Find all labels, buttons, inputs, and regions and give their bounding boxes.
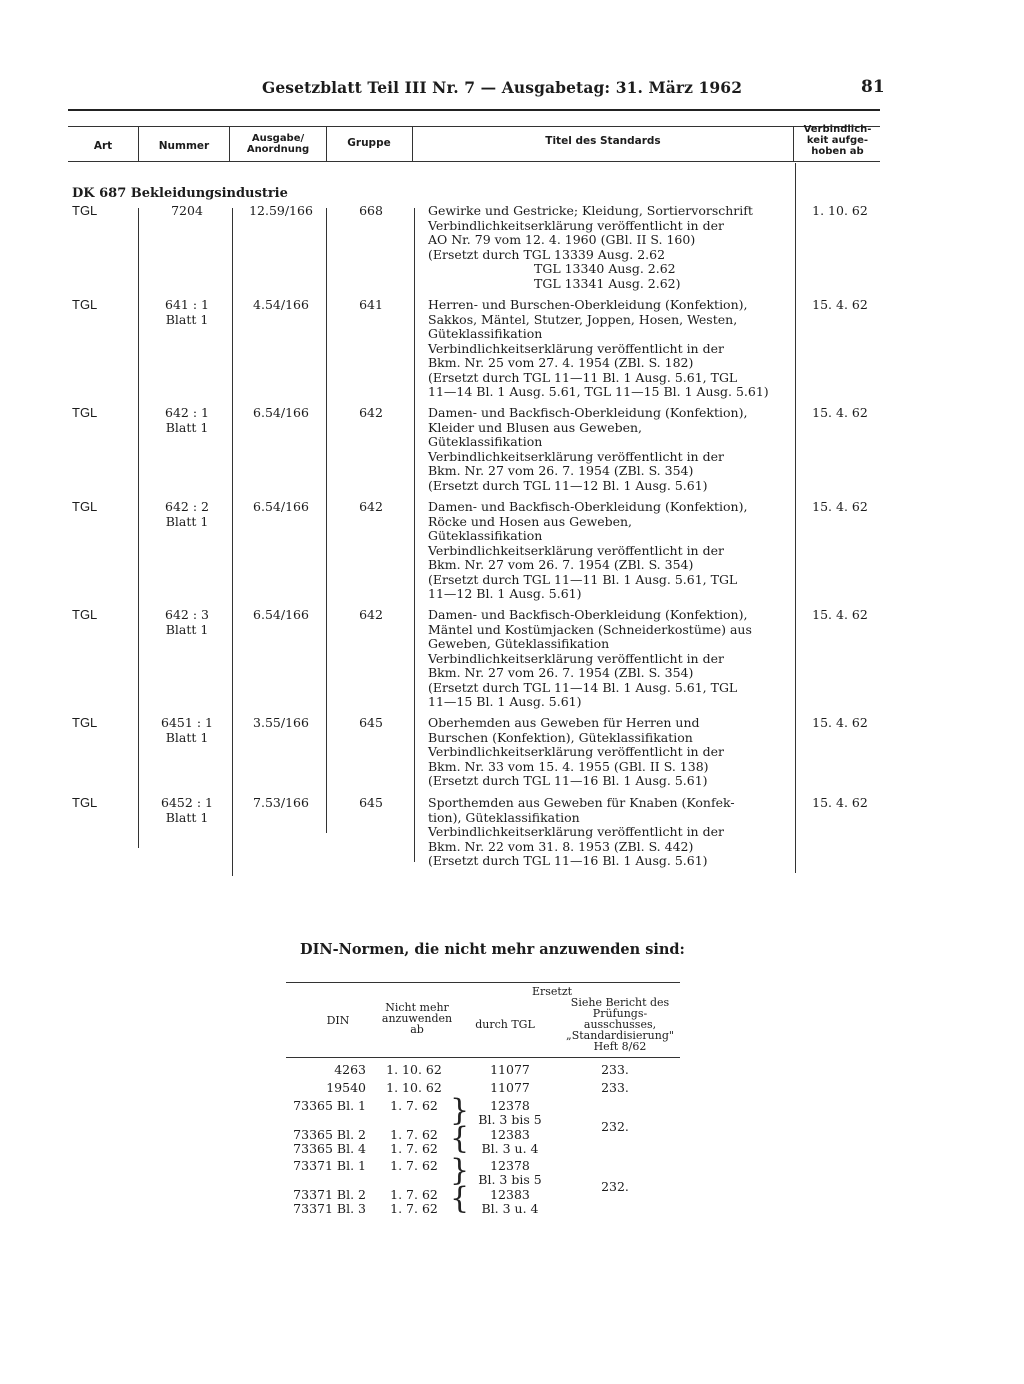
titel-line: (Ersetzt durch TGL 11—11 Bl. 1 Ausg. 5.61, TGL [428, 571, 738, 587]
titel-line: Damen- und Backfisch-Oberkleidung (Konfektion), [428, 499, 748, 514]
entry-nummer [142, 608, 232, 637]
nummer-line: Blatt 1 [165, 621, 209, 637]
din-tgl: 12383 [490, 1127, 530, 1142]
titel-line: Röcke und Hosen aus Geweben, [428, 513, 633, 529]
din-ab: 1. 7. 62 [390, 1158, 438, 1173]
din-tgl: Bl. 3 u. 4 [481, 1201, 539, 1216]
col-header-art: Art [93, 140, 113, 152]
col-header-nummer: Nummer [158, 140, 210, 152]
brace-icon: { [450, 1121, 470, 1156]
brace-icon: } [450, 1093, 470, 1128]
titel-line: 11—15 Bl. 1 Ausg. 5.61) [428, 694, 582, 709]
titel-line: Verbindlichkeitserklärung veröffentlicht in der [428, 217, 724, 233]
entry-art: TGL [72, 795, 98, 810]
titel-line: Verbindlichkeitserklärung veröffentlicht in der [428, 824, 724, 839]
entry-date: 1. 10. 62 [812, 203, 868, 218]
din-top-rule [286, 982, 680, 983]
header-rule [68, 109, 880, 111]
entry-nummer [142, 716, 232, 745]
titel-line: Burschen (Konfektion), Güteklassifikation [428, 729, 693, 745]
entry-art: TGL [72, 499, 98, 514]
entry-nummer [142, 500, 232, 529]
col-header-verb-line: Verbindlich- [803, 124, 872, 135]
din-head-line: ausschusses, [583, 1018, 657, 1031]
din-tgl: 12378 [490, 1158, 530, 1173]
entry-ausgabe: 7.53/166 [253, 795, 309, 810]
titel-line: Gewirke und Gestricke; Kleidung, Sortiervorschrift [428, 203, 753, 218]
entry-ausgabe: 4.54/166 [253, 297, 309, 312]
nummer-line: 641 : 1 [165, 297, 209, 312]
entry-art: TGL [72, 405, 98, 420]
entry-nummer [142, 796, 232, 825]
brace-icon: { [450, 1181, 470, 1216]
din-tgl: 11077 [490, 1062, 530, 1077]
column-divider [326, 127, 327, 161]
din-head-rule [286, 1057, 680, 1058]
din-bericht: 233. [601, 1080, 629, 1095]
titel-line: Verbindlichkeitserklärung veröffentlicht in der [428, 744, 724, 759]
entry-titel [428, 204, 794, 291]
titel-line: Bkm. Nr. 25 vom 27. 4. 1954 (ZBl. S. 182) [428, 355, 694, 370]
din-head-line: „Standardisierung" [566, 1029, 674, 1042]
titel-line: tion), Güteklassifikation [428, 809, 580, 825]
nummer-line: Blatt 1 [165, 311, 209, 327]
din-head-line: Prüfungs- [592, 1007, 648, 1020]
entry-titel [428, 716, 794, 789]
din-head-line: Siehe Bericht des [570, 996, 670, 1009]
titel-line: Bkm. Nr. 27 vom 26. 7. 1954 (ZBl. S. 354) [428, 463, 694, 478]
column-divider [138, 127, 139, 161]
entry-art: TGL [72, 297, 98, 312]
titel-line: Mäntel und Kostümjacken (Schneiderkostüme) aus [428, 621, 752, 637]
din-number: 73371 Bl. 3 [293, 1201, 366, 1216]
titel-line: Oberhemden aus Geweben für Herren und [428, 715, 700, 730]
entry-date: 15. 4. 62 [812, 715, 868, 730]
entry-titel [428, 796, 794, 869]
brace-icon: } [450, 1153, 470, 1188]
entry-art: TGL [72, 715, 98, 730]
section-title: DK 687 Bekleidungsindustrie [72, 186, 288, 201]
din-bericht: 233. [601, 1062, 629, 1077]
titel-line: Verbindlichkeitserklärung veröffentlicht in der [428, 542, 724, 558]
titel-line: (Ersetzt durch TGL 13339 Ausg. 2.62 [428, 246, 666, 262]
titel-line: Damen- und Backfisch-Oberkleidung (Konfektion), [428, 607, 748, 622]
nummer-line: 6451 : 1 [161, 715, 213, 730]
din-tgl: 11077 [490, 1080, 530, 1095]
col-header-ausgabe-line: Anordnung [246, 144, 310, 155]
titel-line: Verbindlichkeitserklärung veröffentlicht in der [428, 340, 724, 356]
titel-line: Geweben, Güteklassifikation [428, 636, 610, 651]
entry-gruppe: 645 [359, 715, 383, 730]
din-ab: 1. 7. 62 [390, 1127, 438, 1142]
titel-line: Bkm. Nr. 27 vom 26. 7. 1954 (ZBl. S. 354) [428, 557, 694, 572]
nummer-line: 642 : 1 [165, 405, 209, 420]
entry-ausgabe: 6.54/166 [253, 405, 309, 420]
nummer-line: Blatt 1 [165, 513, 209, 529]
titel-line: Herren- und Burschen-Oberkleidung (Konfektion), [428, 297, 748, 312]
din-ab: 1. 10. 62 [386, 1080, 442, 1095]
entry-nummer [142, 298, 232, 327]
din-tgl: Bl. 3 bis 5 [478, 1172, 542, 1187]
din-head-line: Nicht mehr [385, 1001, 449, 1014]
titel-line: AO Nr. 79 vom 12. 4. 1960 (GBl. II S. 160) [428, 232, 696, 247]
din-head-bericht [556, 997, 684, 1052]
col-header-verb-line: keit aufge- [806, 135, 869, 146]
din-head-durch: durch TGL [475, 1018, 535, 1031]
din-number: 73371 Bl. 1 [293, 1158, 366, 1173]
nummer-line: Blatt 1 [165, 729, 209, 745]
col-header-verbindlichkeit [795, 124, 880, 157]
din-number: 73371 Bl. 2 [293, 1187, 366, 1202]
titel-line: (Ersetzt durch TGL 11—12 Bl. 1 Ausg. 5.61) [428, 477, 708, 493]
din-section-title: DIN-Normen, die nicht mehr anzuwenden sind: [300, 941, 685, 958]
titel-line: 11—14 Bl. 1 Ausg. 5.61, TGL 11—15 Bl. 1 Ausg. 5.61) [428, 384, 769, 399]
entry-nummer [142, 406, 232, 435]
din-tgl: 12383 [490, 1187, 530, 1202]
titel-line: Verbindlichkeitserklärung veröffentlicht in der [428, 650, 724, 666]
entry-date: 15. 4. 62 [812, 607, 868, 622]
din-ab: 1. 7. 62 [390, 1201, 438, 1216]
titel-line: Kleider und Blusen aus Geweben, [428, 419, 643, 435]
titel-line: (Ersetzt durch TGL 11—16 Bl. 1 Ausg. 5.61) [428, 773, 708, 788]
titel-line: TGL 13341 Ausg. 2.62) [534, 275, 681, 291]
titel-line: Sporthemden aus Geweben für Knaben (Konfek- [428, 795, 735, 810]
entry-ausgabe: 6.54/166 [253, 499, 309, 514]
entry-ausgabe: 12.59/166 [249, 203, 313, 218]
entry-date: 15. 4. 62 [812, 499, 868, 514]
titel-line: Güteklassifikation [428, 434, 543, 449]
din-number: 73365 Bl. 1 [293, 1098, 366, 1113]
entry-gruppe: 645 [359, 795, 383, 810]
titel-line: Bkm. Nr. 33 vom 15. 4. 1955 (GBl. II S. 138) [428, 758, 709, 774]
din-ab: 1. 10. 62 [386, 1062, 442, 1077]
entry-art: TGL [72, 607, 98, 622]
body-divider [138, 208, 139, 848]
din-head-ab [372, 1002, 462, 1035]
body-divider [232, 208, 233, 876]
entry-gruppe: 642 [359, 405, 383, 420]
entry-nummer [142, 204, 232, 219]
titel-line: (Ersetzt durch TGL 11—16 Bl. 1 Ausg. 5.61) [428, 853, 708, 868]
titel-line: (Ersetzt durch TGL 11—11 Bl. 1 Ausg. 5.61, TGL [428, 369, 738, 385]
table-top-rule [68, 126, 880, 127]
din-tgl: 12378 [490, 1098, 530, 1113]
din-tgl: Bl. 3 bis 5 [478, 1112, 542, 1127]
din-head-line: ab [410, 1023, 424, 1036]
din-bericht: 232. [601, 1179, 629, 1194]
nummer-line: Blatt 1 [165, 419, 209, 435]
titel-line: Verbindlichkeitserklärung veröffentlicht in der [428, 448, 724, 464]
entry-titel [428, 406, 794, 493]
col-header-titel: Titel des Standards [545, 135, 661, 147]
body-divider [795, 163, 796, 873]
titel-line: Güteklassifikation [428, 528, 543, 543]
col-header-ausgabe [231, 133, 325, 155]
nummer-line: 6452 : 1 [161, 795, 213, 810]
column-divider [793, 127, 794, 161]
din-ab: 1. 7. 62 [390, 1098, 438, 1113]
entry-titel [428, 298, 794, 400]
nummer-line: 7204 [171, 203, 203, 218]
din-head-din: DIN [326, 1014, 350, 1027]
titel-line: Sakkos, Mäntel, Stutzer, Joppen, Hosen, Westen, [428, 311, 738, 327]
entry-date: 15. 4. 62 [812, 297, 868, 312]
titel-line: (Ersetzt durch TGL 11—14 Bl. 1 Ausg. 5.61, TGL [428, 679, 738, 695]
entry-date: 15. 4. 62 [812, 405, 868, 420]
table-head-rule [68, 161, 880, 162]
din-number: 73365 Bl. 4 [293, 1141, 366, 1156]
col-header-gruppe: Gruppe [347, 137, 391, 149]
entry-gruppe: 642 [359, 607, 383, 622]
page-number: 81 [861, 77, 885, 97]
entry-titel [428, 500, 794, 602]
entry-gruppe: 642 [359, 499, 383, 514]
entry-art: TGL [72, 203, 98, 218]
col-header-verb-line: hoben ab [811, 146, 864, 157]
din-bericht: 232. [601, 1119, 629, 1134]
page-header: Gesetzblatt Teil III Nr. 7 — Ausgabetag: 31. März 1962 [262, 78, 743, 97]
entry-ausgabe: 3.55/166 [253, 715, 309, 730]
din-ab: 1. 7. 62 [390, 1141, 438, 1156]
column-divider [229, 127, 230, 161]
titel-line: 11—12 Bl. 1 Ausg. 5.61) [428, 586, 582, 601]
entry-gruppe: 641 [359, 297, 383, 312]
col-header-ausgabe-line: Ausgabe/ [251, 133, 305, 144]
entry-ausgabe: 6.54/166 [253, 607, 309, 622]
titel-line: Bkm. Nr. 27 vom 26. 7. 1954 (ZBl. S. 354) [428, 665, 694, 680]
din-number: 19540 [326, 1080, 366, 1095]
din-ab: 1. 7. 62 [390, 1187, 438, 1202]
titel-line: Damen- und Backfisch-Oberkleidung (Konfektion), [428, 405, 748, 420]
din-number: 73365 Bl. 2 [293, 1127, 366, 1142]
titel-line: Güteklassifikation [428, 326, 543, 341]
din-number: 4263 [334, 1062, 366, 1077]
titel-line: TGL 13340 Ausg. 2.62 [534, 261, 676, 276]
nummer-line: 642 : 2 [165, 499, 209, 514]
din-tgl: Bl. 3 u. 4 [481, 1141, 539, 1156]
body-divider [414, 208, 415, 862]
din-head-ersetzt: Ersetzt [531, 985, 573, 998]
entry-date: 15. 4. 62 [812, 795, 868, 810]
entry-gruppe: 668 [359, 203, 383, 218]
din-head-line: Heft 8/62 [593, 1040, 647, 1053]
nummer-line: 642 : 3 [165, 607, 209, 622]
titel-line: Bkm. Nr. 22 vom 31. 8. 1953 (ZBl. S. 442) [428, 838, 694, 854]
entry-titel [428, 608, 794, 710]
column-divider [412, 127, 413, 161]
din-head-line: anzuwenden [381, 1012, 453, 1025]
nummer-line: Blatt 1 [165, 809, 209, 825]
